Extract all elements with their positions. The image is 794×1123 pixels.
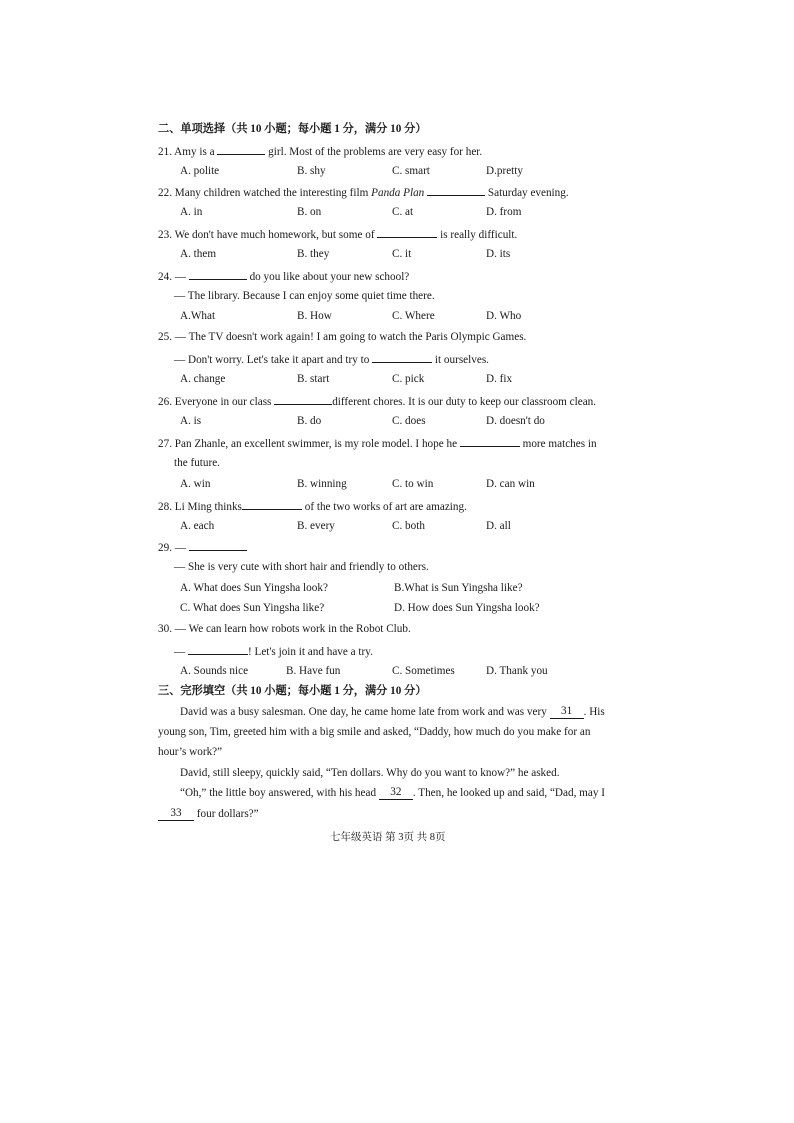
passage-line-2: young son, Tim, greeted him with a big smile and asked, “Daddy, how much do you make for an: [158, 726, 591, 738]
option-b: B.What is Sun Yingsha like?: [394, 582, 523, 594]
option-b: B. on: [297, 206, 322, 218]
question-30: 30. — We can learn how robots work in the Robot Club.: [158, 623, 411, 635]
option-d: D. fix: [486, 373, 513, 385]
question-25: 25. — The TV doesn't work again! I am going to watch the Paris Olympic Games.: [158, 331, 527, 343]
option-b: B. they: [297, 248, 330, 260]
passage-line-6: 33 four dollars?”: [158, 807, 259, 821]
option-d: D. can win: [486, 478, 535, 490]
option-c: C. does: [392, 415, 426, 427]
answer-blank: [189, 539, 247, 551]
option-a: A. polite: [180, 165, 220, 177]
option-d: D. How does Sun Yingsha look?: [394, 602, 540, 614]
option-c: C. it: [392, 248, 412, 260]
option-d: D. Who: [486, 310, 522, 322]
option-d: D. doesn't do: [486, 415, 545, 427]
option-b: B. every: [297, 520, 335, 532]
question-29-reply: — She is very cute with short hair and friendly to others.: [174, 561, 429, 573]
question-24-reply: — The library. Because I can enjoy some quiet time there.: [174, 290, 435, 302]
answer-blank: [189, 268, 247, 280]
option-c: C. smart: [392, 165, 430, 177]
passage-line-4: David, still sleepy, quickly said, “Ten dollars. Why do you want to know?” he asked.: [180, 767, 560, 779]
option-c: C. to win: [392, 478, 434, 490]
question-21: 21. Amy is a girl. Most of the problems are very easy for her.: [158, 143, 482, 159]
option-b: B. winning: [297, 478, 347, 490]
question-29: 29. —: [158, 539, 247, 555]
question-25-reply: — Don't worry. Let's take it apart and try to it ourselves.: [174, 351, 489, 367]
option-a: A. in: [180, 206, 203, 218]
option-a: A.What: [180, 310, 216, 322]
option-d: D.pretty: [486, 165, 523, 177]
option-a: A. is: [180, 415, 202, 427]
option-c: C. What does Sun Yingsha like?: [180, 602, 325, 614]
question-28: 28. Li Ming thinks of the two works of art are amazing.: [158, 498, 467, 514]
answer-blank: [217, 143, 265, 155]
option-b: B. do: [297, 415, 322, 427]
option-c: C. both: [392, 520, 425, 532]
question-27-continued: the future.: [174, 457, 220, 469]
option-c: C. Where: [392, 310, 435, 322]
option-a: A. them: [180, 248, 217, 260]
answer-blank: [372, 351, 432, 363]
option-a: A. change: [180, 373, 226, 385]
option-c: C. at: [392, 206, 414, 218]
page-footer: 七年级英语 第 3页 共 8页: [330, 832, 446, 843]
option-a: A. win: [180, 478, 211, 490]
passage-line-5: “Oh,” the little boy answered, with his head 32 . Then, he looked up and said, “Dad, may I: [180, 786, 605, 799]
question-24: 24. — do you like about your new school?: [158, 268, 409, 284]
option-c: C. Sometimes: [392, 665, 455, 677]
cloze-blank-31: 31: [550, 707, 584, 719]
answer-blank: [460, 435, 520, 447]
answer-blank: [242, 498, 302, 510]
cloze-blank-33: 33: [158, 809, 194, 821]
passage-line-1: David was a busy salesman. One day, he came home late from work and was very 31 . His: [180, 705, 605, 718]
option-b: B. start: [297, 373, 330, 385]
option-b: B. How: [297, 310, 332, 322]
option-d: D. Thank you: [486, 665, 548, 677]
section-3-heading: 三、完形填空（共 10 小题；每小题 1 分，满分 10 分）: [158, 685, 427, 697]
option-a: A. What does Sun Yingsha look?: [180, 582, 328, 594]
option-a: A. Sounds nice: [180, 665, 249, 677]
question-27: 27. Pan Zhanle, an excellent swimmer, is my role model. I hope he more matches in: [158, 435, 597, 451]
cloze-blank-32: 32: [379, 788, 413, 800]
answer-blank: [274, 393, 332, 405]
question-26: 26. Everyone in our class different chores. It is our duty to keep our classroom clean.: [158, 393, 596, 409]
question-30-reply: — ! Let's join it and have a try.: [174, 643, 373, 659]
question-23: 23. We don't have much homework, but some of is really difficult.: [158, 226, 517, 242]
section-2-heading: 二、单项选择（共 10 小题；每小题 1 分，满分 10 分）: [158, 123, 427, 135]
option-a: A. each: [180, 520, 215, 532]
passage-line-3: hour’s work?”: [158, 746, 223, 758]
option-c: C. pick: [392, 373, 425, 385]
option-b: B. shy: [297, 165, 326, 177]
option-d: D. its: [486, 248, 511, 260]
option-d: D. from: [486, 206, 522, 218]
answer-blank: [377, 226, 437, 238]
option-d: D. all: [486, 520, 511, 532]
answer-blank: [427, 184, 485, 196]
option-b: B. Have fun: [286, 665, 341, 677]
question-22: 22. Many children watched the interesting film Panda Plan Saturday evening.: [158, 184, 569, 200]
answer-blank: [188, 643, 248, 655]
